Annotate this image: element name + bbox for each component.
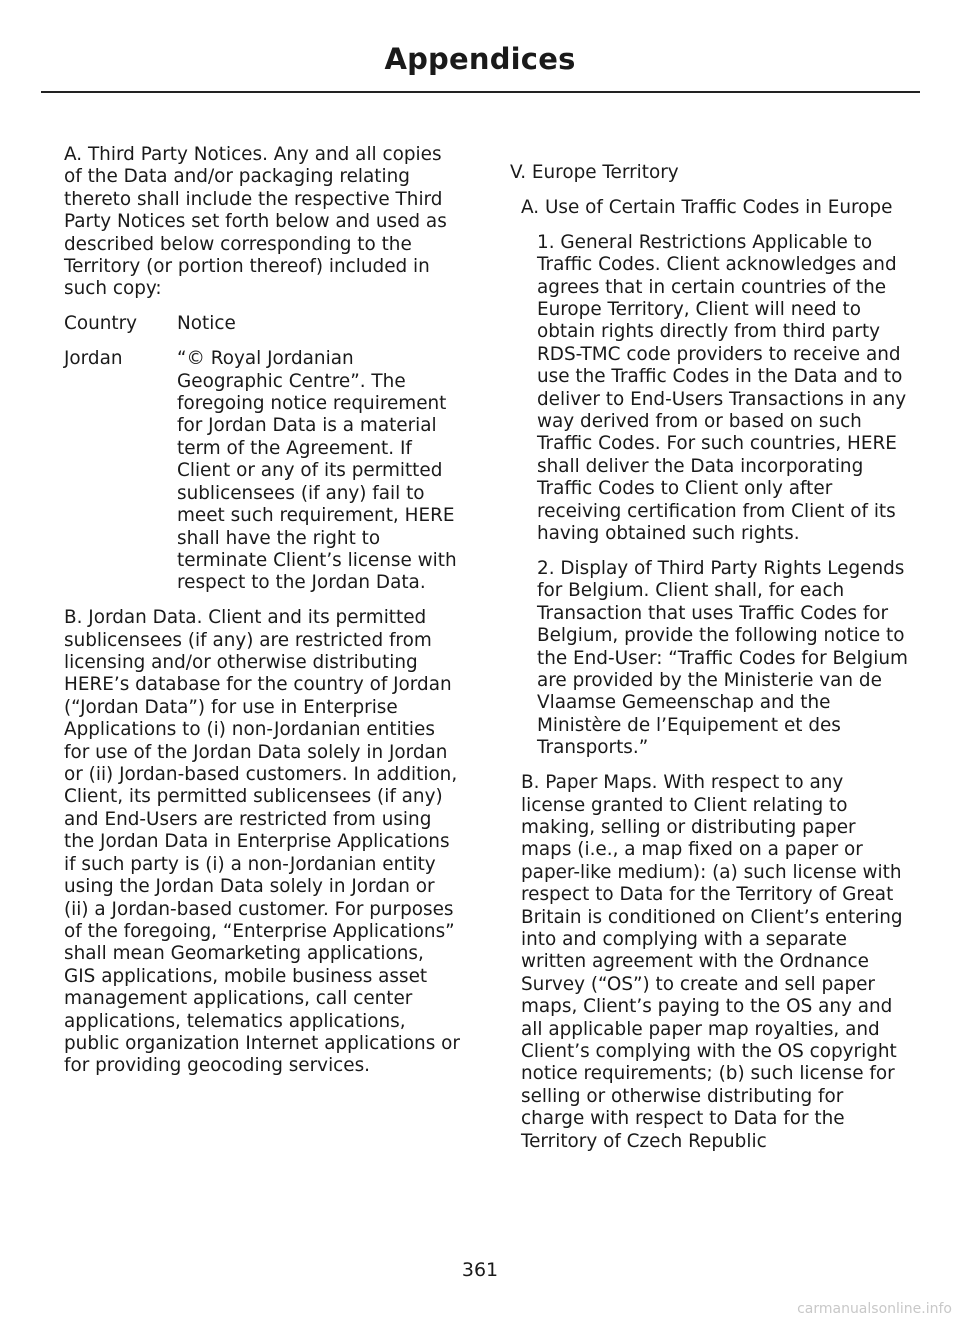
notice-table-header (64, 313, 460, 335)
notice-table-row (64, 348, 460, 594)
europe-territory-heading: V. Europe Territory (510, 162, 679, 183)
left-column (64, 144, 460, 1090)
belgium-legends-paragraph: 2. Display of Third Party Rights Legends for Belgium. Client shall, for each Transaction that uses Traffic Codes for Belgium, provide the following notice to the End-User: “Traffic Codes for Belgium are provided by the Ministerie van de Vlaamse Gemeenschap and the Ministère de l’Equipement et des Transports.” (537, 558, 908, 759)
watermark: carmanualsonline.info (797, 1301, 952, 1317)
country-column-header: Country (64, 313, 138, 335)
country-cell: Jordan (64, 348, 123, 370)
third-party-notices-paragraph: A. Third Party Notices. Any and all copies of the Data and/or packaging relating thereto shall include the respective Third Party Notices set forth below and used as described below corresponding to the Territory (or portion thereof) included in such copy: (64, 144, 447, 300)
paper-maps-paragraph: B. Paper Maps. With respect to any license granted to Client relating to making, selling or distributing paper maps (i.e., a map fixed on a paper or paper-like medium): (a) such license with respect to Data for the Territory of Great Britain is conditioned on Client’s entering into and complying with a separate written agreement with the Ordnance Survey (“OS”) to create and sell paper maps, Client’s paying to the OS any and all applicable paper map royalties, and Client’s complying with the OS copyright notice requirements; (b) such license for selling or otherwise distributing for charge with respect to Data for the Territory of Czech Republic (521, 772, 903, 1152)
notice-cell: “© Royal Jordanian Geographic Centre”. The foregoing notice requirement for Jordan Data is a material term of the Agreement. If Client or any of its permitted sublicensees (if any) fail to meet such requirement, HERE shall have the right to terminate Client’s license with respect to the Jordan Data. (177, 348, 457, 594)
page-title: Appendices (384, 42, 576, 76)
header-divider (41, 91, 920, 93)
right-column (510, 162, 910, 1166)
page-number: 361 (461, 1259, 499, 1281)
notice-column-header: Notice (177, 313, 236, 335)
traffic-codes-subheading: A. Use of Certain Traffic Codes in Europe (521, 196, 893, 218)
jordan-data-paragraph: B. Jordan Data. Client and its permitted sublicensees (if any) are restricted from licensing and/or otherwise distributing HERE’s database for the country of Jordan (“Jordan Data”) for use in Enterprise Applications to (i) non-Jordanian entities for use of the Jordan Data solely in Jordan or (ii) Jordan-based customers. In addition, Client, its permitted sublicensees (if any) and End-Users are restricted from using the Jordan Data in Enterprise Applications if such party is (i) a non-Jordanian entity using the Jordan Data solely in Jordan or (ii) a Jordan-based customer. For purposes of the foregoing, “Enterprise Applications” shall mean Geomarketing applications, GIS applications, mobile business asset management applications, call center applications, telematics applications, public organization Internet applications or for providing geocoding services. (64, 607, 460, 1077)
general-restrictions-paragraph: 1. General Restrictions Applicable to Traffic Codes. Client acknowledges and agrees that in certain countries of the Europe Territory, Client will need to obtain rights directly from third party RDS-TMC code providers to receive and use the Traffic Codes in the Data and to deliver to End-Users Transactions in any way derived from or based on such Traffic Codes. For such countries, HERE shall deliver the Data incorporating Traffic Codes to Client only after receiving certification from Client of its having obtained such rights. (537, 231, 907, 545)
